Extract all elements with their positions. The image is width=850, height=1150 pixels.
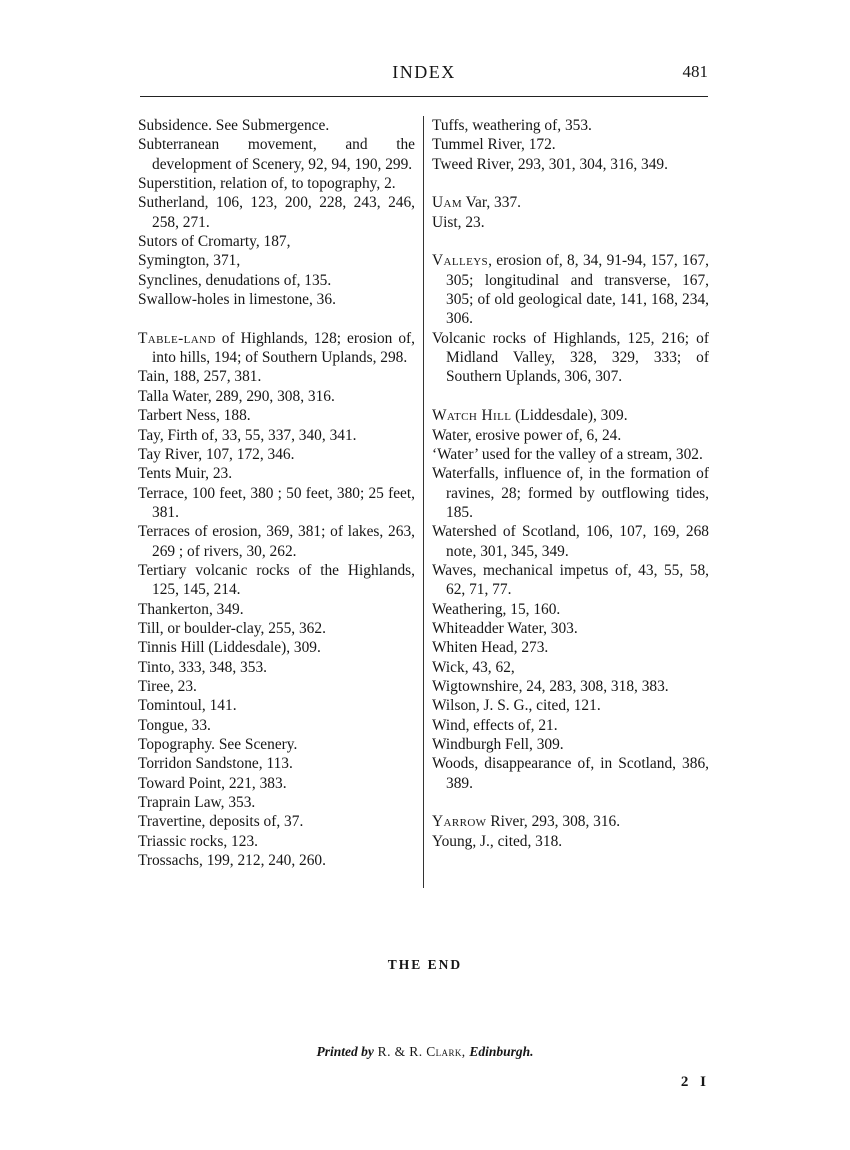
index-entry-text: Triassic rocks, 123. [138, 832, 258, 850]
index-entry [138, 658, 415, 677]
index-entry-text: Wigtownshire, 24, 283, 308, 318, 383. [432, 677, 669, 695]
printer-imprint [0, 1044, 850, 1060]
index-entry-text: Tuffs, weathering of, 353. [432, 117, 592, 134]
index-entry [138, 774, 415, 793]
the-end-text: THE END [387, 957, 463, 972]
index-entry-text: Whiten Head, 273. [432, 639, 549, 657]
index-entry [138, 812, 415, 831]
index-entry-text: Tents Muir, 23. [138, 465, 233, 483]
index-entry [432, 445, 709, 464]
index-entry-text: Thankerton, 349. [138, 600, 244, 618]
index-entry [432, 735, 709, 754]
index-entry [432, 754, 709, 793]
index-entry-text: Superstition, relation of, to topography, 2. [138, 175, 396, 193]
index-entry-text: Tertiary volcanic rocks of the Highlands, 125, 145, 214. [138, 561, 415, 599]
index-entry [138, 445, 415, 464]
running-title: INDEX [392, 62, 456, 82]
page-number: 481 [682, 62, 708, 81]
index-entry [138, 638, 415, 657]
index-entry-text: Wind, effects of, 21. [432, 716, 558, 734]
index-entry [138, 367, 415, 386]
index-entry-text: Tongue, 33. [138, 716, 211, 734]
index-entry-text: Travertine, deposits of, 37. [138, 813, 304, 831]
index-entry-text: Subterranean movement, and the development of Scenery, 92, 94, 190, 299. [138, 136, 415, 173]
index-entry [138, 464, 415, 483]
index-entry [432, 426, 709, 445]
index-entry [138, 135, 415, 174]
signature-mark: 2 I [680, 1074, 710, 1090]
index-column-right [432, 116, 709, 851]
index-entry-text: , erosion of, 8, 34, 91-94, 157, 167, 305; longitudinal and transverse, 167, 305; of old geological date, 141, 168, 234, 306. [446, 252, 709, 328]
index-letter-head: Uam [432, 194, 463, 212]
index-entry [138, 251, 415, 270]
index-entry [432, 832, 709, 851]
index-entry-text: Water, erosive power of, 6, 24. [432, 426, 622, 444]
index-letter-head: Table-land [138, 329, 216, 347]
imprint-place: Edinburgh. [469, 1044, 534, 1059]
index-entry [432, 329, 709, 387]
index-entry-text: Sutherland, 106, 123, 200, 228, 243, 246, 258, 271. [138, 194, 415, 231]
index-entry-text: Sutors of Cromarty, 187, [138, 233, 291, 251]
index-entry [432, 193, 709, 212]
index-entry-text: Tinnis Hill (Liddesdale), 309. [138, 639, 321, 657]
header-rule [140, 96, 708, 97]
index-entry-text: Till, or boulder-clay, 255, 362. [138, 619, 326, 637]
index-entry [138, 716, 415, 735]
index-entry [432, 696, 709, 715]
index-entry-text: of Highlands, 128; erosion of, into hills, 194; of Southern Uplands, 298. [152, 329, 415, 367]
index-entry [432, 116, 709, 135]
index-entry [138, 193, 415, 232]
imprint-printer: R. & R. Clark, [373, 1044, 470, 1059]
index-entry-text: Waves, mechanical impetus of, 43, 55, 58, 62, 71, 77. [432, 561, 709, 599]
index-entry [138, 851, 415, 870]
index-entry-text: Woods, disappearance of, in Scotland, 386, 389. [432, 755, 709, 792]
index-entry [432, 812, 709, 831]
index-entry [138, 677, 415, 696]
index-entry-text: Terraces of erosion, 369, 381; of lakes, 263, 269 ; of rivers, 30, 262. [138, 523, 415, 560]
index-entry-text: Var, 337. [462, 194, 521, 212]
imprint-prefix: Printed by [316, 1044, 374, 1059]
index-entry [138, 696, 415, 715]
index-entry-text: Swallow-holes in limestone, 36. [138, 291, 336, 309]
index-entry [138, 522, 415, 561]
index-entry-text: River, 293, 308, 316. [486, 813, 621, 831]
index-entry-text: Tiree, 23. [138, 677, 197, 695]
index-entry [432, 251, 709, 328]
index-entry-text: Tarbert Ness, 188. [138, 407, 251, 425]
index-entry-text: Wilson, J. S. G., cited, 121. [432, 697, 601, 715]
index-entry-text: Wick, 43, 62, [432, 658, 515, 676]
index-letter-head: Watch Hill [432, 407, 512, 425]
index-entry-text: Tay River, 107, 172, 346. [138, 445, 295, 463]
index-entry [432, 155, 709, 174]
index-entry [138, 600, 415, 619]
index-letter-head: Valleys [432, 252, 489, 270]
index-entry [138, 793, 415, 812]
index-entry [138, 754, 415, 773]
index-entry-text: Symington, 371, [138, 252, 241, 270]
index-entry-text: Tain, 188, 257, 381. [138, 368, 262, 386]
index-entry [432, 638, 709, 657]
index-entry [138, 406, 415, 425]
index-entry-text: Windburgh Fell, 309. [432, 736, 564, 753]
index-entry [432, 213, 709, 232]
index-entry-text: ‘Water’ used for the valley of a stream, 302. [432, 445, 703, 463]
index-entry [138, 484, 415, 523]
index-entry [138, 387, 415, 406]
index-entry-text: Watershed of Scotland, 106, 107, 169, 268 note, 301, 345, 349. [432, 523, 709, 560]
index-entry [138, 426, 415, 445]
index-column-left [138, 116, 415, 870]
index-letter-head: Yarrow [432, 813, 487, 831]
index-entry-text: Young, J., cited, 318. [432, 832, 563, 850]
index-entry-text: (Liddesdale), 309. [511, 407, 628, 425]
index-entry-text: Tweed River, 293, 301, 304, 316, 349. [432, 155, 668, 173]
index-entry [138, 174, 415, 193]
index-entry-text: Tay, Firth of, 33, 55, 337, 340, 341. [138, 426, 357, 444]
index-entry-text: Traprain Law, 353. [138, 794, 256, 812]
index-entry-text: Tummel River, 172. [432, 136, 556, 154]
index-entry-text: Torridon Sandstone, 113. [138, 755, 293, 773]
index-entry-text: Talla Water, 289, 290, 308, 316. [138, 387, 335, 405]
index-entry [138, 271, 415, 290]
page-header [140, 62, 708, 92]
index-entry-text: Topography. See Scenery. [138, 736, 298, 753]
index-entry-text: Terrace, 100 feet, 380 ; 50 feet, 380; 25 feet, 381. [138, 484, 415, 521]
index-entry [138, 619, 415, 638]
index-entry-text: Weathering, 15, 160. [432, 600, 561, 618]
index-entry [138, 329, 415, 368]
index-entry-text: Waterfalls, influence of, in the formation of ravines, 28; formed by outflowing tides, 185. [432, 465, 709, 521]
index-entry [432, 464, 709, 522]
index-entry-text: Toward Point, 221, 383. [138, 774, 287, 792]
index-entry [432, 135, 709, 154]
index-entry-text: Volcanic rocks of Highlands, 125, 216; of Midland Valley, 328, 329, 333; of Southern Uplands, 306, 307. [432, 329, 709, 386]
column-divider [423, 116, 424, 888]
index-entry [432, 619, 709, 638]
index-entry [138, 290, 415, 309]
index-entry [432, 658, 709, 677]
index-entry [138, 561, 415, 600]
index-entry [138, 116, 415, 135]
index-entry-text: Whiteadder Water, 303. [432, 619, 578, 637]
index-entry-text: Uist, 23. [432, 213, 485, 231]
index-entry-text: Tomintoul, 141. [138, 697, 237, 715]
index-entry-text: Subsidence. See Submergence. [138, 117, 330, 134]
index-entry [432, 561, 709, 600]
index-entry [432, 600, 709, 619]
index-entry-text: Tinto, 333, 348, 353. [138, 658, 267, 676]
index-entry [138, 832, 415, 851]
index-entry [432, 677, 709, 696]
index-entry [432, 406, 709, 425]
index-entry-text: Synclines, denudations of, 135. [138, 271, 332, 289]
index-entry [432, 522, 709, 561]
index-entry-text: Trossachs, 199, 212, 240, 260. [138, 852, 326, 870]
index-entry [432, 716, 709, 735]
index-entry [138, 735, 415, 754]
index-entry [138, 232, 415, 251]
